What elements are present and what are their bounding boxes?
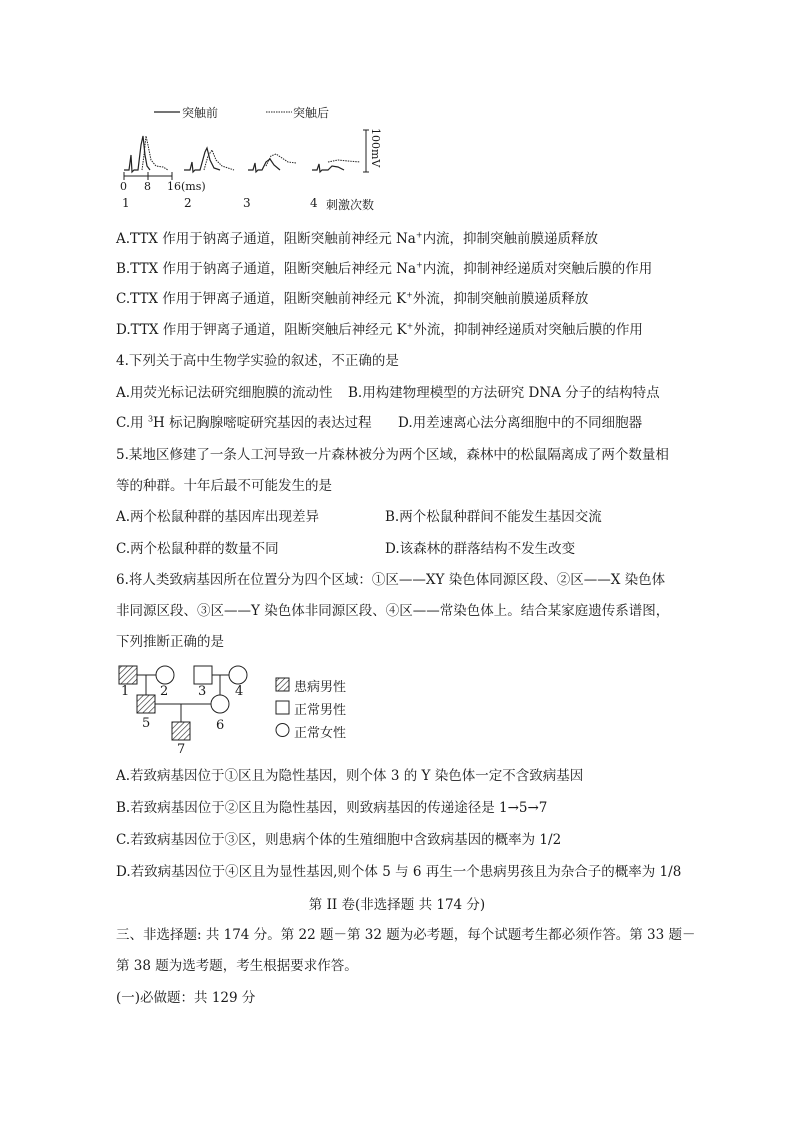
tick-16: 16(ms) — [167, 180, 206, 193]
stim-1: 1 — [122, 196, 130, 210]
stim-3: 3 — [243, 196, 251, 210]
tick-8: 8 — [144, 180, 151, 193]
pedigree-chart — [116, 660, 376, 760]
q6-stem-line2: 非同源区段、③区——Y 染色体非同源区段、④区——常染色体上。结合某家庭遗传系谱图， — [116, 603, 670, 619]
ped-label-1: 1 — [121, 684, 130, 699]
legend-before-label: 突触前 — [182, 106, 219, 120]
trace-4-dashed — [328, 160, 360, 162]
q5-stem-line1: 5.某地区修建了一条人工河导致一片森林被分为两个区域，森林中的松鼠隔离成了两个数量相 — [116, 447, 669, 463]
legend-after-label: 突触后 — [293, 106, 330, 120]
individual-1-affected-male — [119, 666, 137, 684]
q4-option-b: B.用构建物理模型的方法研究 DNA 分子的结构特点 — [348, 385, 660, 401]
q6-option-c: C.若致病基因位于③区，则患病个体的生殖细胞中含致病基因的概率为 1/2 — [116, 832, 562, 848]
stim-axis-label: 刺激次数 — [326, 198, 375, 212]
q6-stem-line1: 6.将人类致病基因所在位置分为四个区域：①区——XY 染色体同源区段、②区——X 染色体 — [116, 572, 666, 588]
individual-6-normal-female — [211, 695, 229, 713]
legend-normal-male-symbol — [276, 701, 289, 714]
q3-option-c: C.TTX 作用于钾离子通道，阻断突触前神经元 K+外流，抑制突触前膜递质释放 — [116, 290, 589, 307]
legend-normal-male: 正常男性 — [294, 703, 347, 718]
individual-2-normal-female — [156, 666, 174, 684]
stim-2: 2 — [184, 196, 192, 210]
tick-0: 0 — [120, 180, 127, 193]
trace-1-solid — [124, 136, 150, 172]
section3-line1: 三、非选择题: 共 174 分。第 22 题－第 32 题为必考题，每个试题考生都必须作答。第 33 题－ — [116, 927, 696, 943]
q5-option-d: D.该森林的群落结构不发生改变 — [385, 541, 576, 557]
q5-option-a: A.两个松鼠种群的基因库出现差异 — [116, 509, 320, 525]
ped-label-4: 4 — [235, 684, 244, 699]
trace-3-solid — [248, 159, 280, 172]
q6-stem-line3: 下列推断正确的是 — [116, 634, 224, 650]
individual-7-affected-male — [172, 722, 190, 740]
section3-line2: 第 38 题为选考题，考生根据要求作答。 — [116, 958, 358, 974]
section3-line3: (一)必做题：共 129 分 — [116, 990, 256, 1006]
q6-option-a: A.若致病基因位于①区且为隐性基因，则个体 3 的 Y 染色体一定不含致病基因 — [116, 768, 584, 784]
ped-label-7: 7 — [177, 742, 186, 757]
trace-4-solid — [312, 164, 344, 172]
q3-option-b: B.TTX 作用于钠离子通道，阻断突触后神经元 Na+内流，抑制神经递质对突触后膜的作用 — [116, 260, 653, 277]
ped-label-5: 5 — [142, 716, 151, 731]
trace-2-solid — [184, 148, 220, 172]
action-potential-figure — [116, 100, 416, 215]
q5-stem-line2: 等的种群。十年后最不可能发生的是 — [116, 478, 332, 494]
q3-option-d: D.TTX 作用于钾离子通道，阻断突触后神经元 K+外流，抑制神经递质对突触后膜的作用 — [116, 321, 643, 338]
q4-option-a: A.用荧光标记法研究细胞膜的流动性 — [116, 385, 333, 401]
q5-option-c: C.两个松鼠种群的数量不同 — [116, 541, 279, 557]
q4-option-c: C.用 $^3$H 标记胸腺嘧啶研究基因的表达过程 — [116, 414, 372, 431]
ped-label-6: 6 — [216, 718, 225, 733]
q6-option-b: B.若致病基因位于②区且为隐性基因，则致病基因的传递途径是 1→5→7 — [116, 800, 548, 816]
ped-label-3: 3 — [198, 684, 207, 699]
individual-4-normal-female — [229, 666, 247, 684]
individual-3-normal-male — [194, 666, 212, 684]
part2-title: 第 II 卷(非选择题 共 174 分) — [308, 897, 486, 913]
scale-label: 100mV — [369, 128, 382, 168]
q3-option-a: A.TTX 作用于钠离子通道，阻断突触前神经元 Na+内流，抑制突触前膜递质释放 — [116, 230, 599, 247]
legend-normal-female-symbol — [276, 724, 289, 737]
q4-option-d: D.用差速离心法分离细胞中的不同细胞器 — [398, 415, 643, 431]
trace-1-dashed — [142, 136, 168, 170]
q4-stem: 4.下列关于高中生物学实验的叙述，不正确的是 — [116, 353, 399, 369]
legend-affected-male: 患病男性 — [294, 680, 347, 695]
q5-option-b: B.两个松鼠种群间不能发生基因交流 — [385, 509, 602, 525]
ped-label-2: 2 — [160, 684, 169, 699]
individual-5-affected-male — [137, 695, 155, 713]
stim-4: 4 — [310, 196, 318, 210]
q6-option-d: D.若致病基因位于④区且为显性基因,则个体 5 与 6 再生一个患病男孩且为杂合子的概率为 1/8 — [116, 864, 682, 880]
legend-normal-female: 正常女性 — [294, 726, 347, 741]
legend-affected-male-symbol — [276, 678, 289, 691]
